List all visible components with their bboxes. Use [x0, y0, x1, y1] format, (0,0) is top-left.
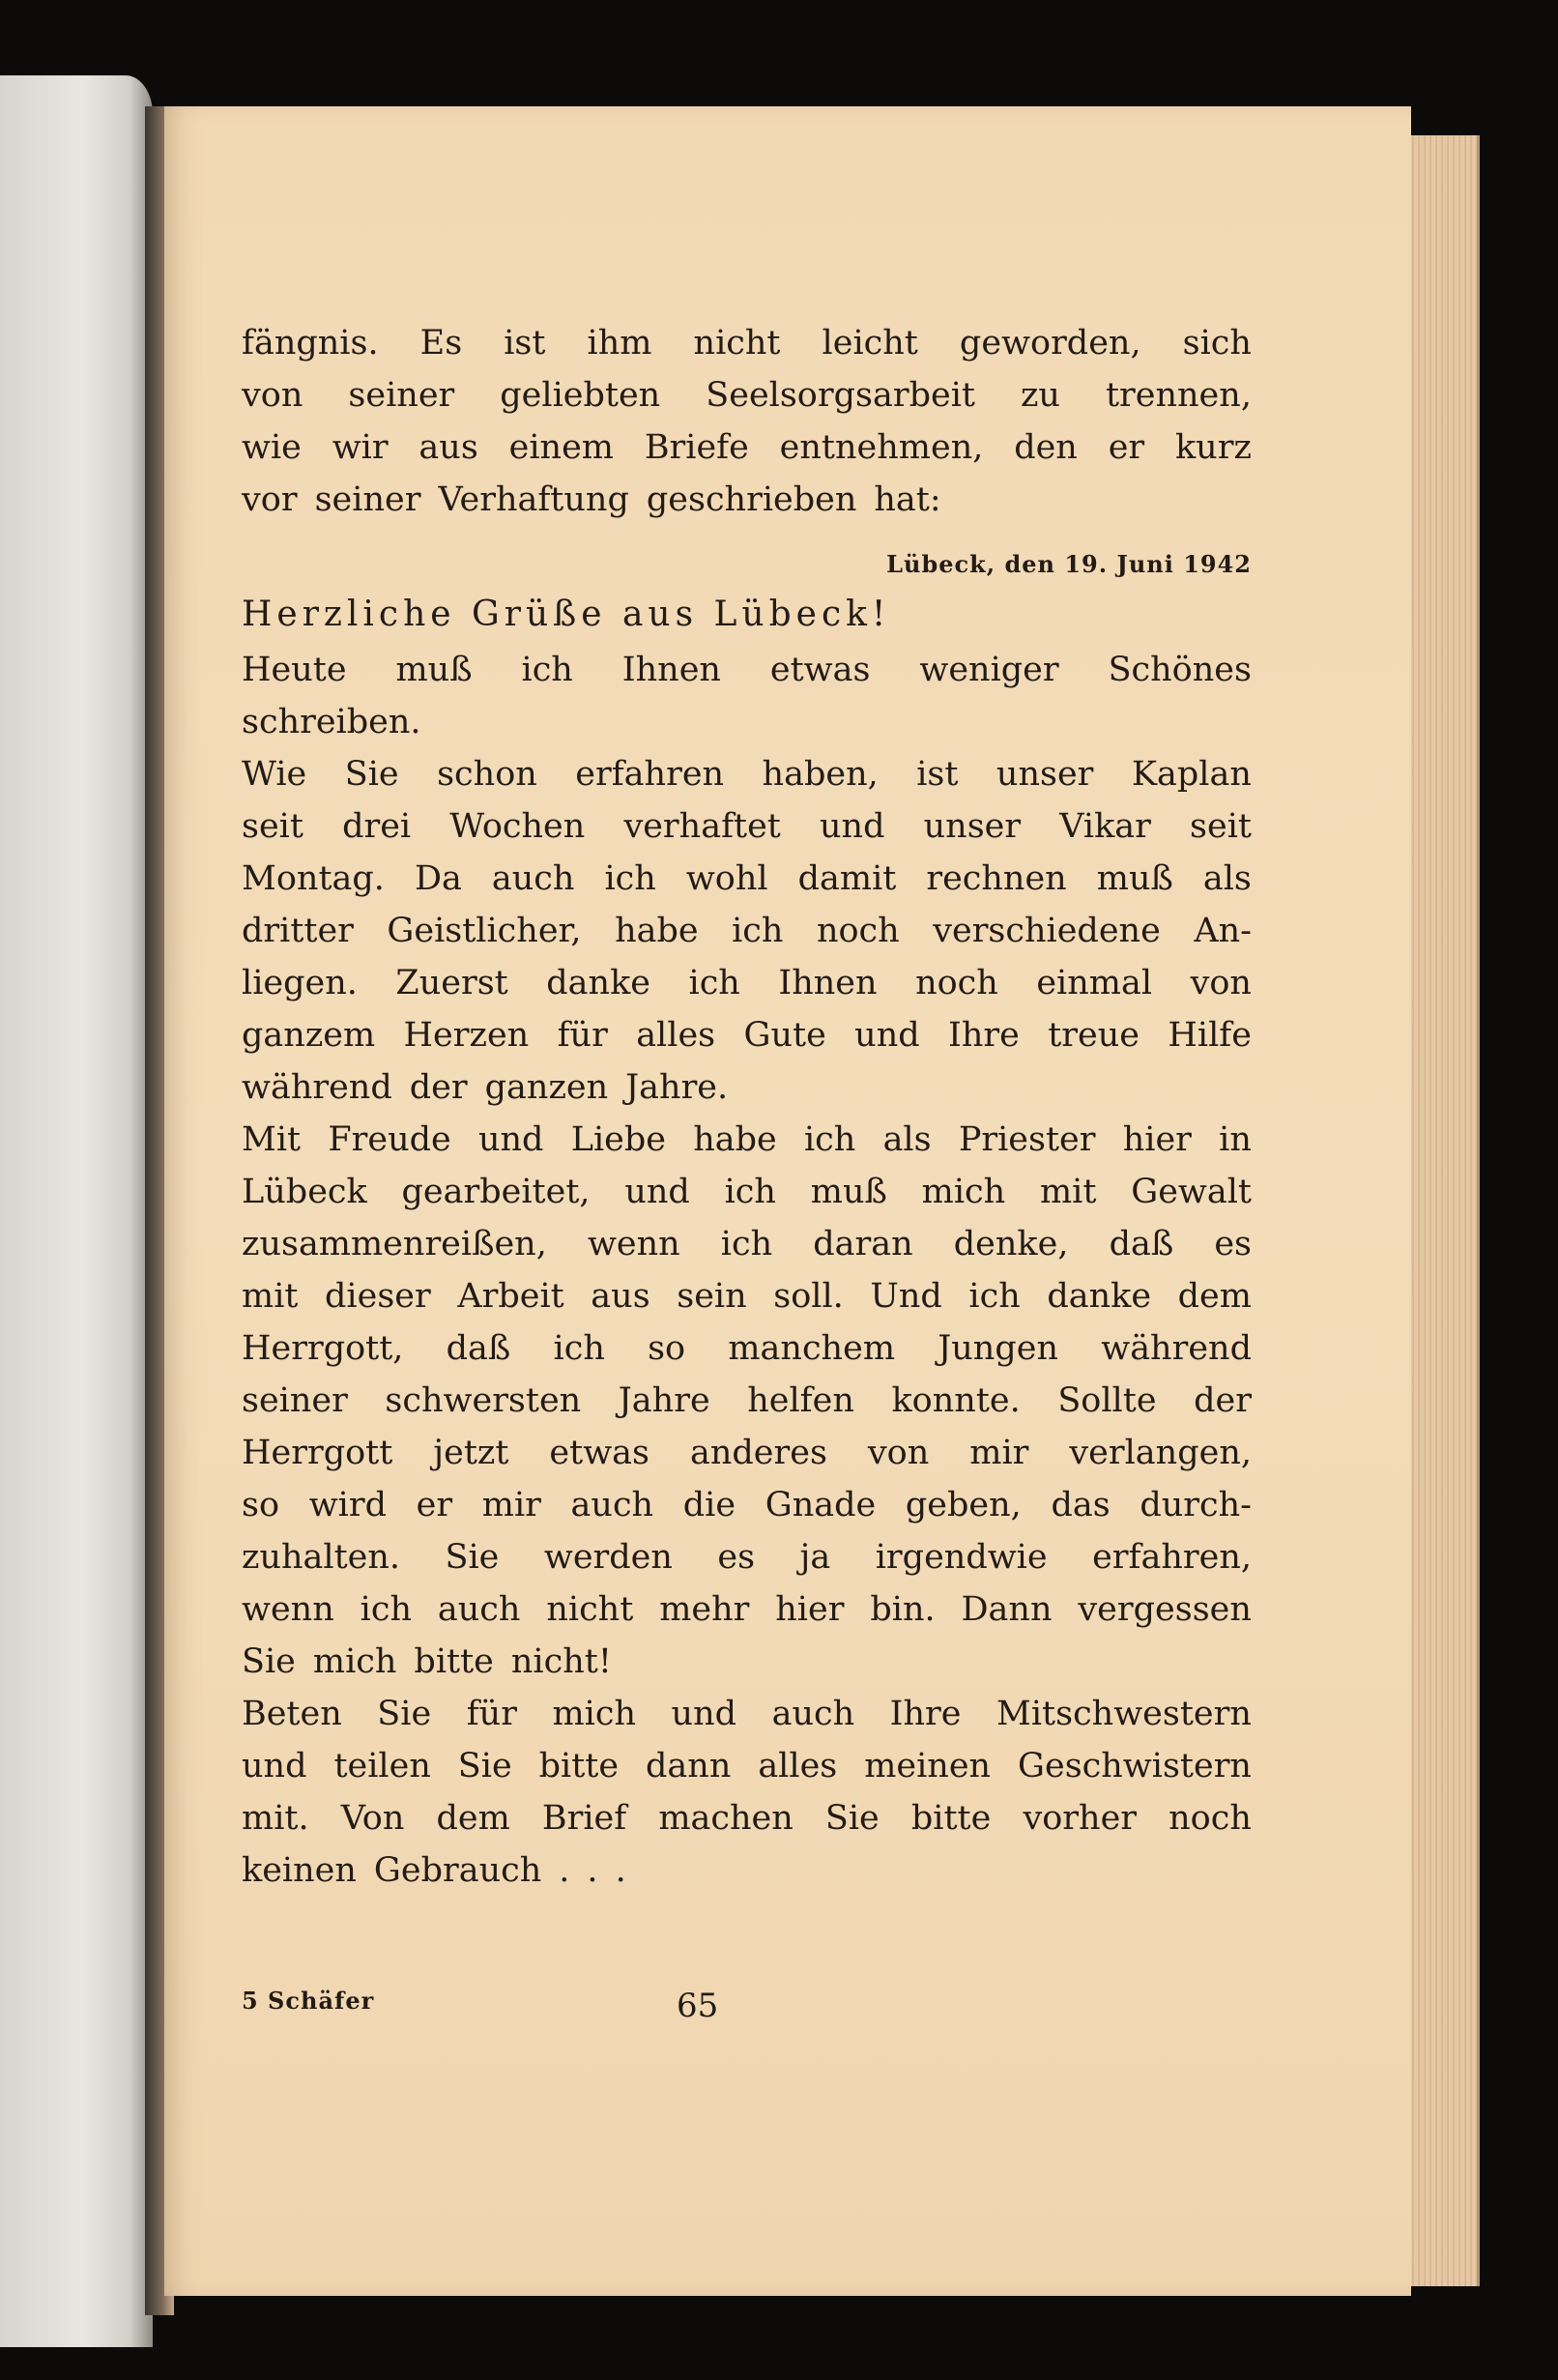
text-line [242, 800, 1252, 853]
word: zusammenreißen, [242, 1225, 547, 1263]
word: irgendwie [875, 1538, 1048, 1577]
word: treue [1048, 1016, 1140, 1055]
word: Kaplan [1131, 755, 1252, 794]
word: Beten [242, 1695, 342, 1733]
word: daran [813, 1225, 913, 1263]
word: in [1219, 1120, 1252, 1159]
page-number: 65 [677, 1987, 719, 2025]
book-page [164, 106, 1411, 2296]
word: hier [775, 1590, 845, 1629]
word: und [242, 1747, 307, 1785]
word: weniger [919, 651, 1059, 689]
word: dem [1177, 1277, 1252, 1316]
word: geworden, [959, 324, 1141, 363]
word: Ihnen [778, 964, 878, 1002]
word: Wochen [449, 807, 586, 846]
word: vorher [1023, 1799, 1138, 1838]
word: während [242, 1068, 392, 1107]
word: Zuerst [395, 964, 508, 1002]
word: ich [724, 1173, 776, 1211]
word: Sie [457, 1747, 512, 1785]
word: als [882, 1120, 932, 1159]
word: seiner [348, 376, 455, 415]
word: so [242, 1486, 280, 1524]
word: Und [870, 1277, 942, 1316]
text-line [242, 1114, 1252, 1166]
word: mit [242, 1277, 299, 1316]
word: etwas [769, 651, 871, 689]
word: Liebe [570, 1120, 666, 1159]
text-line [242, 1218, 1252, 1270]
word: nicht! [510, 1642, 612, 1681]
word: Freude [328, 1120, 451, 1159]
word: helfen [747, 1381, 854, 1420]
word: Gute [743, 1016, 826, 1055]
word: Ihnen [621, 651, 721, 689]
word: dritter [242, 912, 354, 950]
word: . [559, 1851, 570, 1890]
word: von [242, 376, 303, 415]
word: schreiben. [242, 703, 421, 741]
word: konnte. [891, 1381, 1021, 1420]
word: mit. [242, 1799, 309, 1838]
word: während [1101, 1329, 1252, 1368]
word: habe [615, 912, 699, 950]
word: Hilfe [1168, 1016, 1252, 1055]
word: seiner [314, 480, 421, 519]
page-footer [242, 1977, 1252, 2035]
text-line [242, 421, 1252, 474]
word: Geschwistern [1018, 1747, 1252, 1785]
text-line [242, 957, 1252, 1009]
text-line [242, 1583, 1252, 1636]
word: er [1108, 428, 1145, 467]
word: dann [646, 1747, 732, 1785]
word: Schönes [1108, 651, 1252, 689]
word: liegen. [242, 964, 358, 1002]
word: ist [504, 324, 546, 363]
word: die [682, 1486, 736, 1524]
word: jetzt [433, 1434, 509, 1472]
word: Jungen [938, 1329, 1059, 1368]
word: Geistlicher, [387, 912, 582, 950]
text-line [242, 696, 1252, 748]
word: schon [437, 755, 537, 794]
word: bitte [538, 1747, 620, 1785]
word: mich [552, 1695, 637, 1733]
word: leicht [822, 324, 918, 363]
word: Wie [242, 755, 307, 794]
word: gearbeitet, [401, 1173, 591, 1211]
word: . [615, 1851, 626, 1890]
word: Gnade [765, 1486, 877, 1524]
word: ganzem [242, 1016, 376, 1055]
word: dieser [325, 1277, 431, 1316]
word: drei [342, 807, 412, 846]
word: An- [1194, 912, 1252, 950]
word: muß [1096, 859, 1173, 898]
word: Mitschwestern [996, 1695, 1252, 1733]
word: Verhaftung [438, 480, 629, 519]
word: trennen, [1105, 376, 1252, 415]
word: soll. [773, 1277, 844, 1316]
text-line [242, 1740, 1252, 1792]
word: ich [521, 651, 573, 689]
word: Sie [824, 1799, 880, 1838]
word: vergessen [1078, 1590, 1252, 1629]
word: muß [395, 651, 473, 689]
word: Sollte [1057, 1381, 1157, 1420]
word: noch [915, 964, 998, 1002]
word: und [671, 1695, 737, 1733]
word: von [1190, 964, 1252, 1002]
word: hier [1122, 1120, 1192, 1159]
word: haben, [762, 755, 879, 794]
word: mehr [659, 1590, 750, 1629]
word: teilen [333, 1747, 431, 1785]
word: fängnis. [242, 324, 379, 363]
word: Gewalt [1131, 1173, 1252, 1211]
text-line [242, 1844, 1252, 1897]
word: werden [543, 1538, 673, 1577]
word: der [409, 1068, 468, 1107]
word: es [1214, 1225, 1252, 1263]
word: Lübeck [242, 1173, 367, 1211]
word: noch [816, 912, 900, 950]
word: ist [916, 755, 959, 794]
text-line [242, 1166, 1252, 1218]
text-line [242, 369, 1252, 421]
word: schwersten [385, 1381, 582, 1420]
word: er [416, 1486, 453, 1524]
word: mich [312, 1642, 397, 1681]
word: Ihre [889, 1695, 962, 1733]
word: sein [677, 1277, 747, 1316]
word: seit [242, 807, 303, 846]
word: Herrgott [242, 1434, 393, 1472]
word: und [819, 807, 885, 846]
word: zuhalten. [242, 1538, 401, 1577]
text-line [242, 1061, 1252, 1114]
letter-greeting: Herzliche Grüße aus Lübeck! [242, 595, 891, 634]
word: auch [437, 1590, 521, 1629]
word: Da [414, 859, 462, 898]
text-line [242, 1479, 1252, 1531]
word: durch- [1140, 1486, 1252, 1524]
word: Sie [445, 1538, 500, 1577]
letter-date: Lübeck, den 19. Juni 1942 [886, 550, 1252, 578]
word: den [1014, 428, 1078, 467]
word: danke [546, 964, 650, 1002]
word: erfahren, [1092, 1538, 1252, 1577]
page-text [242, 317, 1252, 1897]
text-line [242, 317, 1252, 369]
word: und [477, 1120, 544, 1159]
word: auch [771, 1695, 855, 1733]
word: dem [436, 1799, 510, 1838]
word: Es [419, 324, 463, 363]
word: machen [658, 1799, 793, 1838]
word: ich [720, 1225, 773, 1263]
word: ich [553, 1329, 605, 1368]
word: danke [1047, 1277, 1152, 1316]
word: und [854, 1016, 920, 1055]
word: alles [636, 1016, 716, 1055]
word: mich [921, 1173, 1006, 1211]
word: seit [1190, 807, 1252, 846]
word: Briefe [644, 428, 749, 467]
word: Brief [541, 1799, 627, 1838]
text-line [242, 1636, 1252, 1688]
word: Seelsorgsarbeit [706, 376, 975, 415]
text-line [242, 853, 1252, 905]
word: auch [570, 1486, 654, 1524]
word: Mit [242, 1120, 302, 1159]
word: Priester [958, 1120, 1096, 1159]
word: denke, [953, 1225, 1069, 1263]
text-line [242, 1375, 1252, 1427]
word: ihm [587, 324, 652, 363]
word: entnehmen, [779, 428, 984, 467]
word: verhaftet [623, 807, 781, 846]
word: ich [968, 1277, 1021, 1316]
word: Von [340, 1799, 405, 1838]
word: ja [799, 1538, 831, 1577]
word: sich [1182, 324, 1252, 363]
word: Dann [961, 1590, 1053, 1629]
word: das [1051, 1486, 1111, 1524]
word: und [624, 1173, 690, 1211]
word: mir [481, 1486, 541, 1524]
word: muß [810, 1173, 887, 1211]
word: . [587, 1851, 598, 1890]
word: seiner [242, 1381, 348, 1420]
word: rechnen [926, 859, 1067, 898]
text-line [242, 1792, 1252, 1844]
signature-mark: 5 Schäfer [242, 1987, 375, 2015]
word: habe [693, 1120, 777, 1159]
word: Vikar [1059, 807, 1151, 846]
word: unser [995, 755, 1094, 794]
previous-page-edge [0, 75, 153, 2347]
word: ich [732, 912, 784, 950]
word: für [557, 1016, 608, 1055]
word: ich [360, 1590, 412, 1629]
word: verlangen, [1069, 1434, 1252, 1472]
word: bin. [870, 1590, 936, 1629]
word: ganzen [484, 1068, 609, 1107]
word: Sie [377, 1695, 432, 1733]
word: nicht [693, 324, 781, 363]
word: aus [591, 1277, 650, 1316]
text-line [242, 1009, 1252, 1061]
text-line [242, 644, 1252, 696]
word: es [717, 1538, 756, 1577]
word: von [867, 1434, 930, 1472]
word: Jahre. [625, 1068, 729, 1107]
word: als [1202, 859, 1252, 898]
word: so [648, 1329, 686, 1368]
word: ich [688, 964, 740, 1002]
word: wenn [587, 1225, 680, 1263]
word: mit [1039, 1173, 1097, 1211]
word: geben, [905, 1486, 1022, 1524]
word: bitte [910, 1799, 992, 1838]
word: einmal [1036, 964, 1153, 1002]
text-line [242, 1270, 1252, 1322]
word: Herrgott, [242, 1329, 404, 1368]
word: Jahre [618, 1381, 710, 1420]
word: anderes [689, 1434, 827, 1472]
text-line [242, 1322, 1252, 1375]
word: aus [418, 428, 478, 467]
word: ich [803, 1120, 856, 1159]
word: erfahren [575, 755, 725, 794]
word: etwas [549, 1434, 649, 1472]
text-line [242, 748, 1252, 800]
word: daß [446, 1329, 511, 1368]
text-line [242, 1531, 1252, 1583]
text-line [242, 1427, 1252, 1479]
text-line [242, 905, 1252, 957]
word: Ihre [948, 1016, 1020, 1055]
word: damit [797, 859, 897, 898]
word: daß [1109, 1225, 1174, 1263]
word: ich [604, 859, 656, 898]
word: vor [242, 480, 298, 519]
word: wir [332, 428, 389, 467]
word: keinen [242, 1851, 357, 1890]
word: Herzen [403, 1016, 530, 1055]
word: Gebrauch [373, 1851, 542, 1890]
word: hat: [874, 480, 941, 519]
text-line [242, 1688, 1252, 1740]
word: Sie [344, 755, 399, 794]
word: auch [491, 859, 575, 898]
word: wie [242, 428, 302, 467]
word: Sie [242, 1642, 296, 1681]
word: der [1194, 1381, 1252, 1420]
word: nicht [546, 1590, 634, 1629]
word: für [466, 1695, 517, 1733]
word: geschrieben [646, 480, 857, 519]
word: geliebten [500, 376, 661, 415]
word: Montag. [242, 859, 385, 898]
word: mir [969, 1434, 1029, 1472]
word: kurz [1174, 428, 1252, 467]
word: meinen [864, 1747, 992, 1785]
word: wohl [685, 859, 768, 898]
text-line [242, 474, 1252, 526]
word: alles [758, 1747, 838, 1785]
word: bitte [414, 1642, 494, 1681]
word: Heute [242, 651, 347, 689]
word: noch [1168, 1799, 1252, 1838]
word: wenn [242, 1590, 334, 1629]
word: einem [508, 428, 614, 467]
word: unser [923, 807, 1022, 846]
word: Arbeit [457, 1277, 564, 1316]
word: verschiedene [933, 912, 1161, 950]
word: wird [308, 1486, 387, 1524]
word: manchem [728, 1329, 896, 1368]
word: zu [1020, 376, 1060, 415]
